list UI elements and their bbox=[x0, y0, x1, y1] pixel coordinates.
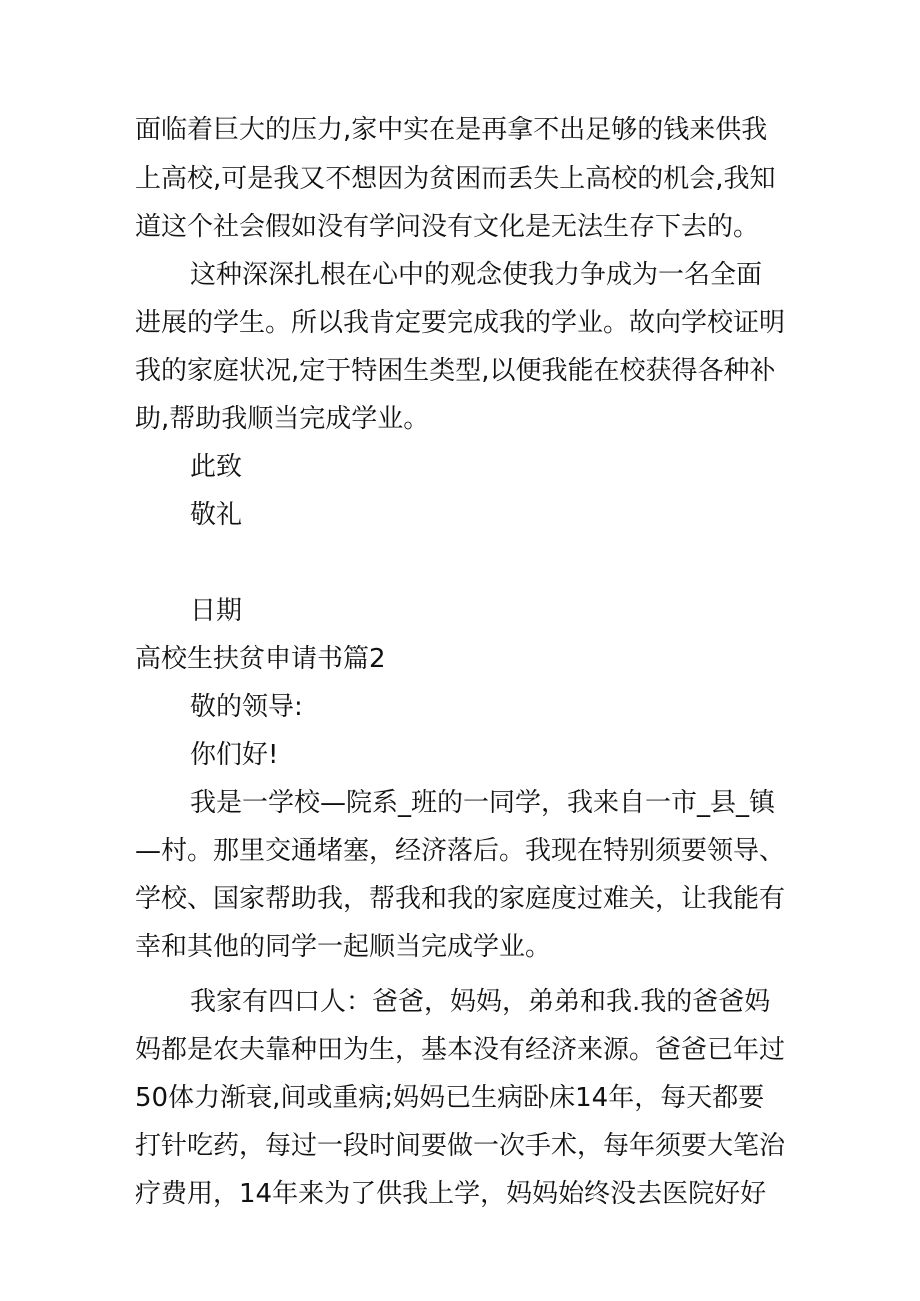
text-line: 我家有四口人：爸爸，妈妈，弟弟和我.我的爸爸妈 bbox=[190, 987, 771, 1017]
text-line: 我是一学校—院系_班的一同学，我来自一市_县_镇 bbox=[190, 788, 776, 818]
greeting-line: 你们好! bbox=[190, 740, 279, 770]
text-line: 我的家庭状况,定于特困生类型,以便我能在校获得各种补 bbox=[135, 356, 776, 386]
text-line: 这种深深扎根在心中的观念使我力争成为一名全面 bbox=[190, 260, 763, 290]
closing-regards: 敬礼 bbox=[190, 500, 243, 530]
text-line: 幸和其他的同学一起顺当完成学业。 bbox=[135, 932, 552, 962]
text-line: 上高校,可是我又不想因为贫困而丢失上高校的机会,我知 bbox=[135, 164, 776, 194]
text-line: 打针吃药，每过一段时间要做一次手术，每年须要大笔治 bbox=[135, 1131, 786, 1161]
text-line: 学校、国家帮助我，帮我和我的家庭度过难关，让我能有 bbox=[135, 884, 786, 914]
text-line: 面临着巨大的压力,家中实在是再拿不出足够的钱来供我 bbox=[135, 115, 768, 145]
text-line: 疗费用，14年来为了供我上学，妈妈始终没去医院好好 bbox=[135, 1179, 767, 1209]
text-line: 妈都是农夫靠种田为生，基本没有经济来源。爸爸已年过 bbox=[135, 1035, 786, 1065]
section-heading: 高校生扶贫申请书篇2 bbox=[135, 644, 386, 674]
greeting-line: 敬的领导: bbox=[190, 692, 303, 722]
closing-salutation: 此致 bbox=[190, 452, 243, 482]
date-label: 日期 bbox=[190, 596, 243, 626]
text-line: 进展的学生。所以我肯定要完成我的学业。故向学校证明 bbox=[135, 308, 786, 338]
text-line: 助,帮助我顺当完成学业。 bbox=[135, 404, 430, 434]
text-line: 道这个社会假如没有学问没有文化是无法生存下去的。 bbox=[135, 212, 760, 242]
text-line: 50体力渐衰,间或重病;妈妈已生病卧床14年，每天都要 bbox=[135, 1083, 765, 1113]
text-line: —村。那里交通堵塞，经济落后。我现在特别须要领导、 bbox=[135, 836, 786, 866]
